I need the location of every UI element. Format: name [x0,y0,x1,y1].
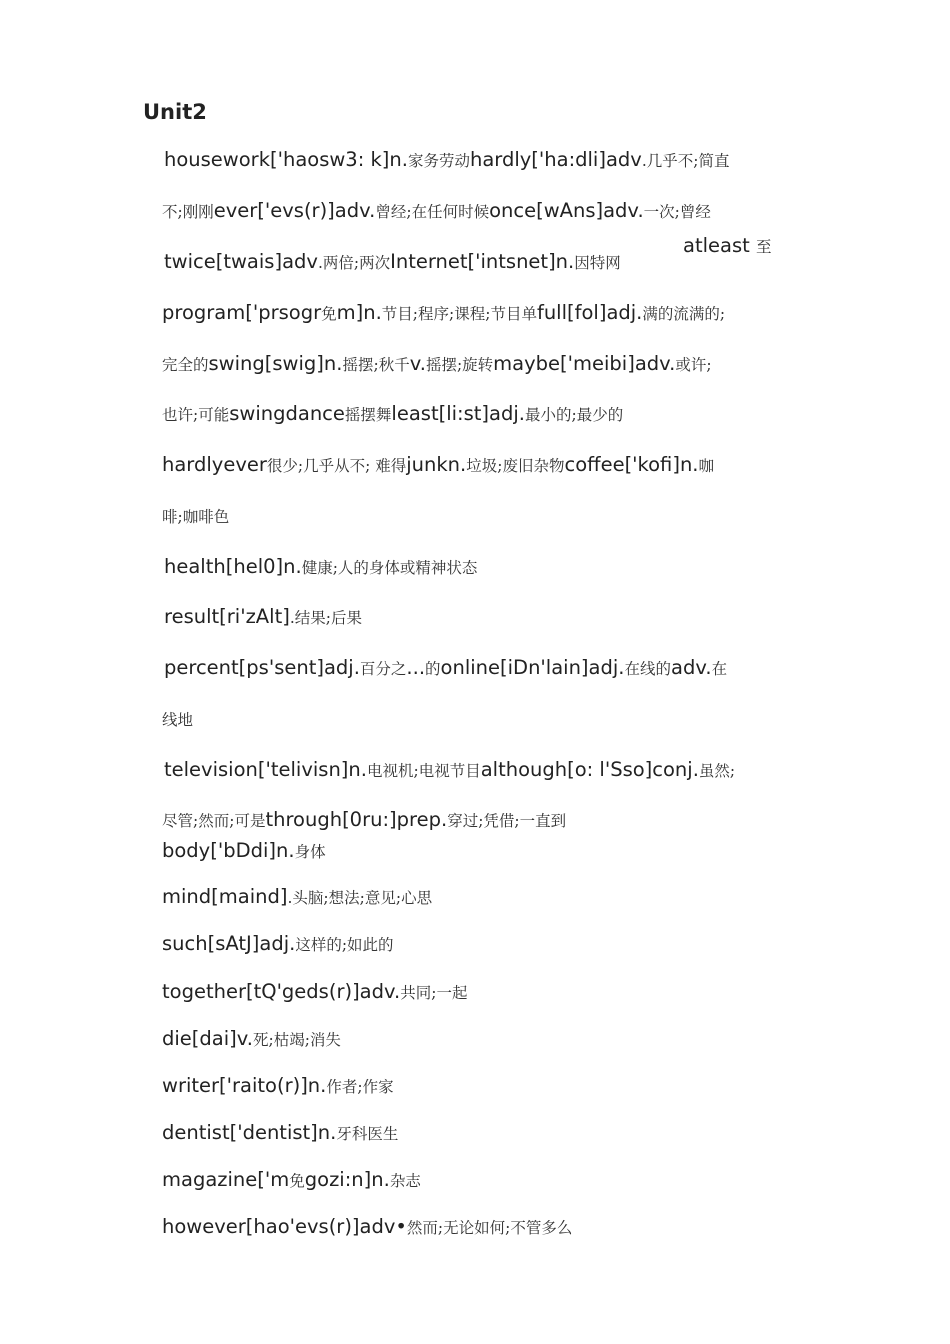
vocab-line [162,301,725,324]
vocab-word: die[dai]v. [162,1027,253,1050]
vocab-word: result[ri'zAlt] [164,605,290,628]
vocab-meaning: 百分之 [359,660,407,678]
vocab-meaning: 健康;人的身体或精神状态 [301,559,478,577]
vocab-meaning: .几乎不;简直 [641,152,730,170]
vocab-meaning: 啡;咖啡色 [162,508,230,526]
vocab-meaning: 满的流满的; [642,305,726,323]
vocab-line [162,1168,421,1191]
vocab-word: ever['evs(r)]adv. [213,199,376,222]
vocab-word: dentist['dentist]n. [162,1121,337,1144]
vocab-line [162,352,712,375]
vocab-word: mind[maind] [162,885,288,908]
vocab-meaning: 穿过;凭借;一直到 [447,812,567,830]
vocab-meaning: 电视机;电视节目 [366,762,481,780]
vocab-meaning: 因特网 [574,254,621,272]
vocab-meaning: 完全的 [162,356,209,374]
vocab-word: swing[swig]n. [208,352,343,375]
vocab-meaning: 家务劳动 [407,152,470,170]
vocab-meaning: 的 [425,660,441,678]
vocab-word: hardly['ha:dli]adv [469,148,642,171]
vocab-meaning: 一次;曾经 [643,203,711,221]
vocab-meaning: 这样的;如此的 [295,936,394,954]
vocab-word: m]n. [336,301,382,324]
vocab-meaning: 咖 [698,457,715,475]
vocab-meaning: 免 [321,305,337,323]
vocab-meaning: 死;枯竭;消失 [252,1031,341,1049]
vocab-meaning: 摇摆;秋千 [342,356,410,374]
vocab-word: together[tQ'geds(r)]adv. [162,980,401,1003]
vocab-meaning: 牙科医生 [336,1125,399,1143]
vocab-word: online[iDn'lain]adj. [440,656,625,679]
vocab-meaning: 杂志 [389,1172,421,1190]
vocab-line [162,1121,398,1144]
vocab-line [162,980,467,1003]
vocab-word: hardlyever [162,453,267,476]
vocab-meaning: 至 [755,238,772,256]
vocab-word: gozi:n]n. [304,1168,390,1191]
vocab-word: adv. [671,656,712,679]
vocab-line [162,453,714,476]
vocab-line [162,1215,572,1238]
vocab-meaning: 节目;程序;课程;节目单 [381,305,537,323]
vocab-line [164,148,729,171]
vocab-word: percent[ps'sent]adj. [164,656,360,679]
vocab-word: least[li:st]adj. [391,402,525,425]
vocab-meaning: 很少;几乎从不; 难得 [266,457,407,475]
vocab-line [164,555,477,578]
vocab-meaning: 摇摆;旋转 [425,356,494,374]
vocab-word: junkn. [406,453,467,476]
vocab-meaning: 然而;无论如何;不管多么 [406,1219,573,1237]
vocab-word: ... [406,656,426,679]
vocab-meaning: .结果;后果 [289,609,362,627]
vocab-word: housework['haosw3: k]n. [164,148,408,171]
vocab-line [162,885,432,908]
vocab-line [164,250,621,273]
vocab-meaning: 不;刚刚 [162,203,214,221]
vocab-meaning: 作者;作家 [326,1078,394,1096]
vocab-meaning: 免 [289,1172,305,1190]
vocab-meaning: 也许;可能 [162,406,230,424]
vocab-word: television['telivisn]n. [164,758,367,781]
vocab-word: maybe['meibi]adv. [493,352,676,375]
vocab-line [162,402,623,425]
vocab-line [162,932,394,955]
vocab-word: atleast [683,234,750,257]
vocab-meaning: 尽管;然而;可是 [162,812,266,830]
vocab-word: swingdance [229,402,345,425]
vocab-word: such[sAtJ]adj. [162,932,296,955]
vocab-meaning: 在线的 [624,660,671,678]
vocab-meaning: 身体 [294,843,326,861]
vocab-word: program['prsogr [162,301,322,324]
vocab-word: twice[twais]adv [164,250,318,273]
vocab-meaning: 线地 [162,711,194,729]
vocab-meaning: 共同;一起 [400,984,468,1002]
vocab-meaning: .头脑;想法;意见;心思 [287,889,433,907]
vocab-word: v. [409,352,426,375]
vocab-line [162,707,193,730]
vocab-meaning: 曾经;在任何时候 [375,203,490,221]
vocab-word: through[0ru:]prep. [265,808,448,831]
vocab-word: coffee['kofi]n. [564,453,699,476]
vocab-word: magazine['m [162,1168,290,1191]
vocab-meaning: 或许; [675,356,712,374]
vocab-meaning: 最小的;最少的 [524,406,624,424]
vocab-word: once[wAns]adv. [489,199,644,222]
vocab-meaning: 垃圾;废旧杂物 [466,457,565,475]
vocab-line [164,605,362,628]
vocab-line [162,1074,394,1097]
vocab-line [164,656,727,679]
vocab-line [162,839,326,862]
vocab-word: however[hao'evs(r)]adv• [162,1215,407,1238]
vocab-entry-atleast [683,234,771,257]
vocab-line [162,1027,341,1050]
vocab-line [162,808,566,831]
vocab-word: body['bDdi]n. [162,839,295,862]
vocab-word: Internet['intsnet]n. [390,250,575,273]
vocab-meaning: 虽然; [698,762,736,780]
vocab-meaning: 在 [711,660,728,678]
vocab-line [162,504,229,527]
vocab-word: health[hel0]n. [164,555,302,578]
vocab-word: full[fol]adj. [536,301,643,324]
vocab-meaning: .两倍;两次 [317,254,391,272]
vocab-word: although[o: l'Sso]conj. [480,758,699,781]
vocab-word: writer['raito(r)]n. [162,1074,327,1097]
vocab-line [164,758,735,781]
unit-title: Unit2 [143,100,207,124]
vocab-meaning: 摇摆舞 [344,406,392,424]
vocab-line [162,199,711,222]
